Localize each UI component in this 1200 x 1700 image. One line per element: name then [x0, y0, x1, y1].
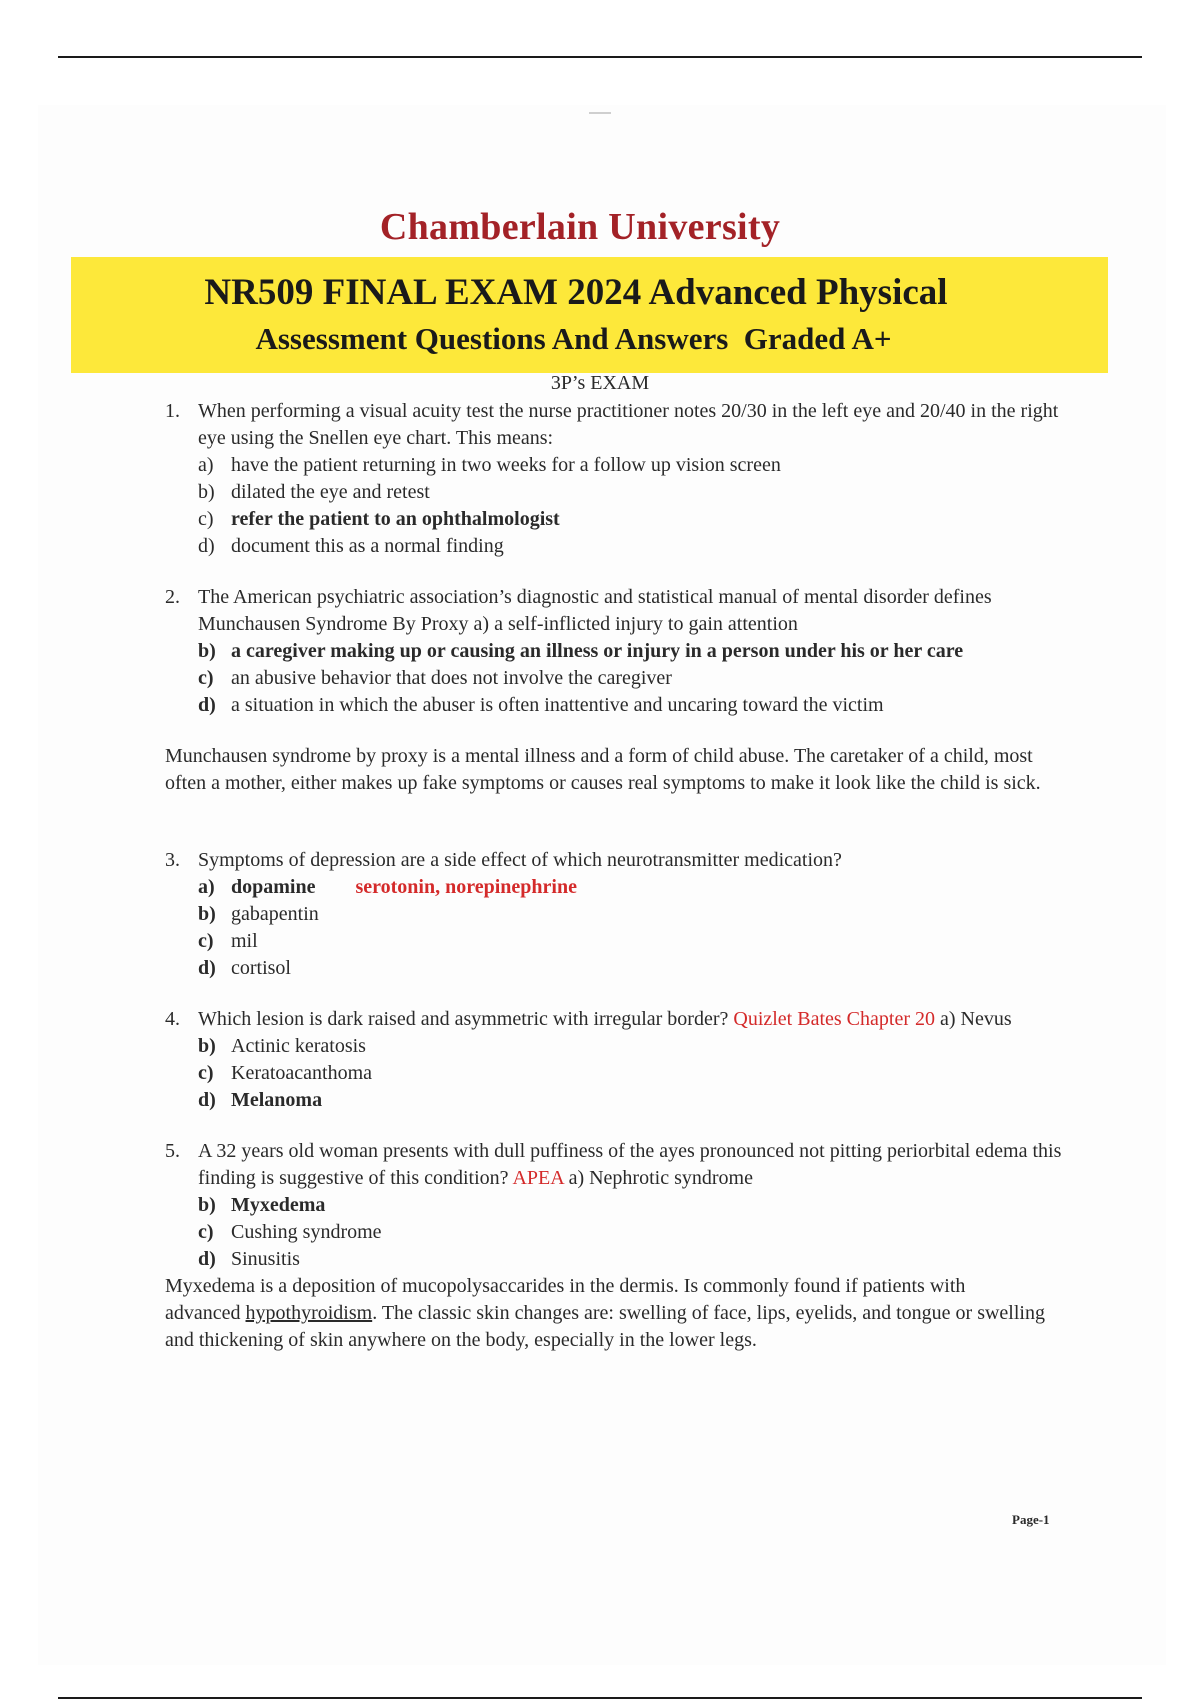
option-letter: c): [198, 930, 214, 952]
option-text: gabapentin: [231, 903, 319, 925]
option-c-correct: [198, 506, 1065, 533]
option-text: Cushing syndrome: [231, 1221, 382, 1243]
source-reference: APEA: [512, 1167, 564, 1189]
university-name: Chamberlain University: [379, 206, 781, 248]
option-c: [198, 1060, 1065, 1087]
option-letter: c): [198, 667, 214, 689]
option-d: [198, 955, 1065, 982]
option-letter: b): [198, 903, 216, 925]
option-text: dopamine: [231, 876, 316, 898]
option-text: Myxedema: [231, 1194, 326, 1216]
bottom-rule: [58, 1697, 1142, 1699]
option-text: an abusive behavior that does not involve the caregiver: [231, 667, 672, 689]
question-number: 5.: [165, 1140, 180, 1162]
option-text: have the patient returning in two weeks for a follow up vision screen: [231, 454, 781, 476]
option-letter: d): [198, 1248, 216, 1270]
answer-options: [165, 874, 1065, 982]
option-letter: b): [198, 1035, 216, 1057]
option-d-correct: [198, 1087, 1065, 1114]
question-number: 4.: [165, 1008, 180, 1030]
answer-options: [165, 638, 1065, 719]
option-b: [198, 1033, 1065, 1060]
explanation-text-continued: . The classic skin changes are: swelling of face, lips, eyelids, and tongue or swelling and thickening of skin anywhere on the body, especially in the lower legs.: [165, 1302, 1045, 1351]
option-b: [198, 479, 1065, 506]
question-text-continued: a) Nephrotic syndrome: [568, 1167, 753, 1189]
option-text: cortisol: [231, 957, 291, 979]
option-text: Melanoma: [231, 1089, 323, 1111]
option-letter: c): [198, 508, 214, 530]
option-b: [198, 901, 1065, 928]
option-letter: c): [198, 1221, 214, 1243]
option-text: dilated the eye and retest: [231, 481, 430, 503]
option-letter: d): [198, 694, 216, 716]
option-text: mil: [231, 930, 258, 952]
answer-options: [165, 452, 1065, 560]
question-1: [165, 398, 1065, 452]
option-b-correct: [198, 638, 1065, 665]
option-d: [198, 692, 1065, 719]
answer-options: [165, 1192, 1065, 1273]
option-text: Actinic keratosis: [231, 1035, 366, 1057]
question-text: When performing a visual acuity test the nurse practitioner notes 20/30 in the left eye and 20/40 in the right eye using the Snellen eye chart. This means:: [198, 400, 1059, 449]
question-number: 1.: [165, 400, 180, 422]
option-letter: d): [198, 535, 215, 557]
option-a: [198, 452, 1065, 479]
question-text: Which lesion is dark raised and asymmetric with irregular border?: [198, 1008, 729, 1030]
option-letter: d): [198, 957, 216, 979]
title-banner: [71, 257, 1108, 373]
exam-label: 3P’s EXAM: [550, 372, 650, 394]
option-d: [198, 533, 1065, 560]
question-4: [165, 1006, 1065, 1033]
option-text: refer the patient to an ophthalmologist: [231, 508, 560, 530]
exam-subtitle: Assessment Questions And Answers Graded A+: [255, 321, 892, 356]
exam-title: NR509 FINAL EXAM 2024 Advanced Physical: [204, 272, 948, 313]
answer-options: [165, 1033, 1065, 1114]
question-number: 3.: [165, 849, 180, 871]
option-c: [198, 928, 1065, 955]
page-mark: [589, 112, 611, 114]
option-text: document this as a normal finding: [231, 535, 504, 557]
option-c: [198, 1219, 1065, 1246]
option-text: Sinusitis: [231, 1248, 300, 1270]
explanation-paragraph: [165, 1273, 1065, 1354]
option-letter: a): [198, 454, 214, 476]
option-text: Keratoacanthoma: [231, 1062, 373, 1084]
option-letter: a): [198, 876, 215, 898]
option-letter: d): [198, 1089, 216, 1111]
question-3: [165, 847, 1065, 874]
option-letter: c): [198, 1062, 214, 1084]
option-a: [198, 874, 1065, 901]
page-number: Page-1: [1012, 1512, 1050, 1527]
option-text: a caregiver making up or causing an illness or injury in a person under his or her care: [231, 640, 964, 662]
source-reference: Quizlet Bates Chapter 20: [733, 1008, 935, 1030]
explanation-text: Myxedema is a deposition of mucopolysaccarides in the dermis. Is commonly found if patients with advanced: [165, 1275, 966, 1324]
option-letter: b): [198, 1194, 216, 1216]
option-letter: b): [198, 640, 216, 662]
top-rule: [58, 56, 1142, 58]
question-text: The American psychiatric association’s diagnostic and statistical manual of mental disorder defines Munchausen Syndrome By Proxy a) a self-inflicted injury to gain attention: [198, 586, 992, 635]
option-b-correct: [198, 1192, 1065, 1219]
option-c: [198, 665, 1065, 692]
option-text: a situation in which the abuser is often inattentive and uncaring toward the victim: [231, 694, 884, 716]
question-text: Symptoms of depression are a side effect of which neurotransmitter medication?: [198, 849, 842, 871]
question-5: [165, 1138, 1065, 1192]
option-letter: b): [198, 481, 215, 503]
question-text-continued: a) Nevus: [940, 1008, 1012, 1030]
explanation-paragraph: Munchausen syndrome by proxy is a mental illness and a form of child abuse. The caretaker of a child, most often a mother, either makes up fake symptoms or causes real symptoms to make it look like the child is sick.: [165, 745, 1041, 794]
hypothyroidism-link[interactable]: hypothyroidism: [245, 1302, 373, 1324]
question-2: [165, 584, 1065, 638]
question-number: 2.: [165, 586, 180, 608]
answer-note: serotonin, norepinephrine: [355, 876, 577, 898]
option-d: [198, 1246, 1065, 1273]
question-text: A 32 years old woman presents with dull puffiness of the ayes pronounced not pitting periorbital edema this finding is suggestive of this condition?: [198, 1140, 1062, 1189]
question-list: [165, 398, 1065, 1354]
